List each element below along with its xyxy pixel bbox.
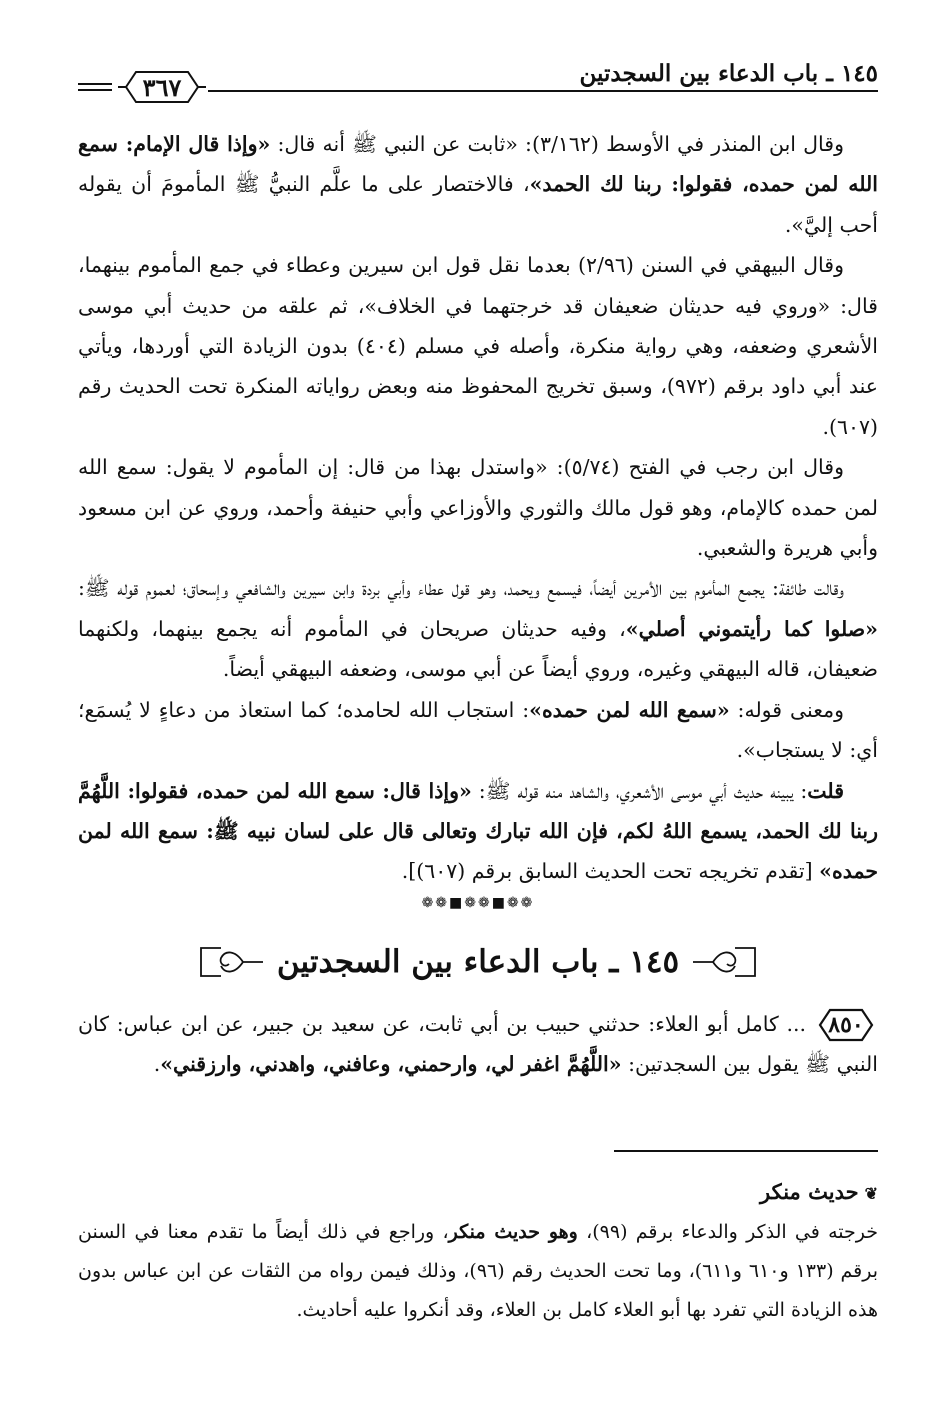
header-rule-left-bottom (78, 89, 112, 91)
bold-label: قلت (807, 778, 844, 803)
grading-marker-icon: ❦ (864, 1184, 878, 1203)
running-header (78, 52, 878, 102)
grading-title (78, 1172, 878, 1213)
hadith-matn: «اللَّهُمَّ اغفر لي، وارحمني، وعافني، واهدني، وارزقني» (160, 1052, 622, 1077)
note-text: خرجته في الذكر والدعاء برقم (٩٩)، (577, 1221, 878, 1243)
chapter-title: ١٤٥ ـ باب الدعاء بين السجدتين (276, 943, 680, 980)
paragraph (78, 245, 878, 447)
grading-title-text: حديث منكر (760, 1179, 859, 1204)
paragraph-text: ، وفيه حديثان صريحان في المأموم أنه يجمع بينهما، ولكنهما ضعيفان، قاله البيهقي وغيره، وروي أيضاً عن أبي موسى، وضعفه البيهقي أيضاً. (78, 616, 878, 682)
paragraph-text: ومعنى قوله: (729, 697, 845, 722)
note-text: ، وراجع في ذلك أيضاً ما تقدم معنا في السنن برقم (١٣٣ و٦١٠ و٦١١)، وما تحت الحديث رقم (٩٦)، وذلك فيمن رواه من الثقات عن ابن عباس بدون هذه الزيادة التي تفرد بها أبو العلاء كامل بن العلاء، وقد أنكروا عليه أحاديث. (78, 1221, 879, 1321)
bold-quote: «صلوا كما رأيتموني أصلي» (625, 616, 878, 641)
paragraph-text: وقال ابن رجب في الفتح (٥/٧٤): «واستدل بهذا من قال: إن المأموم لا يقول: سمع الله لمن حمده كالإمام، وهو قول مالك والثوري والأوزاعي وأبي حنيفة وأحمد، وروي عن ابن مسعود وأبي هريرة والشعبي. (78, 455, 878, 561)
bold-quote: «وإذا قال: سمع الله لمن حمده، فقولوا: اللَّهُمَّ ربنا لك الحمد، يسمع اللهُ لكم، فإن الله تبارك وتعالى قال على لسان نبيه ﷺ: سمع الله لمن حمده» (78, 778, 878, 884)
running-header-title: ١٤٥ ـ باب الدعاء بين السجدتين (579, 60, 878, 87)
paragraph (78, 447, 878, 568)
grading-text (78, 1213, 878, 1330)
ornament-left-icon (691, 942, 761, 982)
paragraph-text: : يبينه حديث أبي موسى الأشعري، والشاهد منه قوله ﷺ: (471, 778, 808, 803)
paragraph-text: : استجاب الله لحامده؛ كما استعاذ من دعاءٍ لا يُسمَع؛ أي: لا يستجاب». (78, 697, 878, 763)
page-number: ٣٦٧ (142, 72, 182, 102)
paragraph-text: [تقدم تخريجه تحت الحديث السابق برقم (٦٠٧)]. (401, 859, 820, 884)
paragraph-text: وقال البيهقي في السنن (٢/٩٦) بعدما نقل قول ابن سيرين وعطاء في جمع المأموم بينهما، قال: «وروي فيه حديثان ضعيفان قد خرجتهما في الخلاف»، ثم علقه من حديث أبي موسى الأشعري وضعفه، وهي رواية منكرة، وأصله في مسلم (٤٠٤) بدون الزيادة التي أوردها، ويأتي عند أبي داود برقم (٩٧٢)، وسبق تخريج المحفوظ منه وبعض رواياته المنكرة تحت الحديث رقم (٦٠٧). (78, 253, 879, 439)
paragraph (78, 771, 878, 892)
note-bold: وهو حديث منكر (448, 1221, 578, 1243)
page-number-badge (116, 66, 208, 108)
chapter-heading (78, 930, 878, 994)
grading-notes (78, 1172, 878, 1330)
hadith-chain: ... كامل أبو العلاء: حدثني حبيب بن أبي ثابت، عن سعيد بن جبير، عن ابن عباس: كان النبي ﷺ يقول بين السجدتين: (78, 1011, 878, 1077)
paragraph-text: ، فالاختصار على ما علَّم النبيُّ ﷺ المأمومَ أن يقوله أحب إليَّ». (78, 172, 878, 237)
hadith-text (78, 1004, 878, 1085)
paragraph-text: وقالت طائفة: يجمع المأموم بين الأمرين أيضاً، فيسمع ويحمد، وهو قول عطاء وأبي بردة وابن سيرين والشافعي وإسحاق؛ لعموم قوله ﷺ: (78, 576, 844, 601)
paragraph (78, 690, 878, 771)
main-text (78, 124, 878, 1085)
paragraph (78, 568, 878, 689)
header-rule (208, 90, 878, 92)
section-ornament: ❁❁■❁❁■❁❁ (421, 894, 535, 911)
footnote-separator (614, 1150, 878, 1152)
paragraph-text: وقال ابن المنذر في الأوسط (٣/١٦٢): «ثابت عن النبي ﷺ أنه قال: (270, 132, 845, 156)
hadith-end: . (153, 1052, 161, 1077)
ornament-right-icon (195, 942, 265, 982)
header-rule-left-top (78, 83, 112, 85)
bold-quote: «سمع الله لمن حمده» (529, 697, 730, 722)
hadith-number-badge (814, 1007, 878, 1043)
hadith-number: ٨٥٠ (828, 1012, 864, 1039)
bold-quote: «وإذا قال الإمام: سمع الله لمن حمده، فقولوا: ربنا لك الحمد» (78, 132, 878, 197)
paragraph (78, 124, 878, 245)
